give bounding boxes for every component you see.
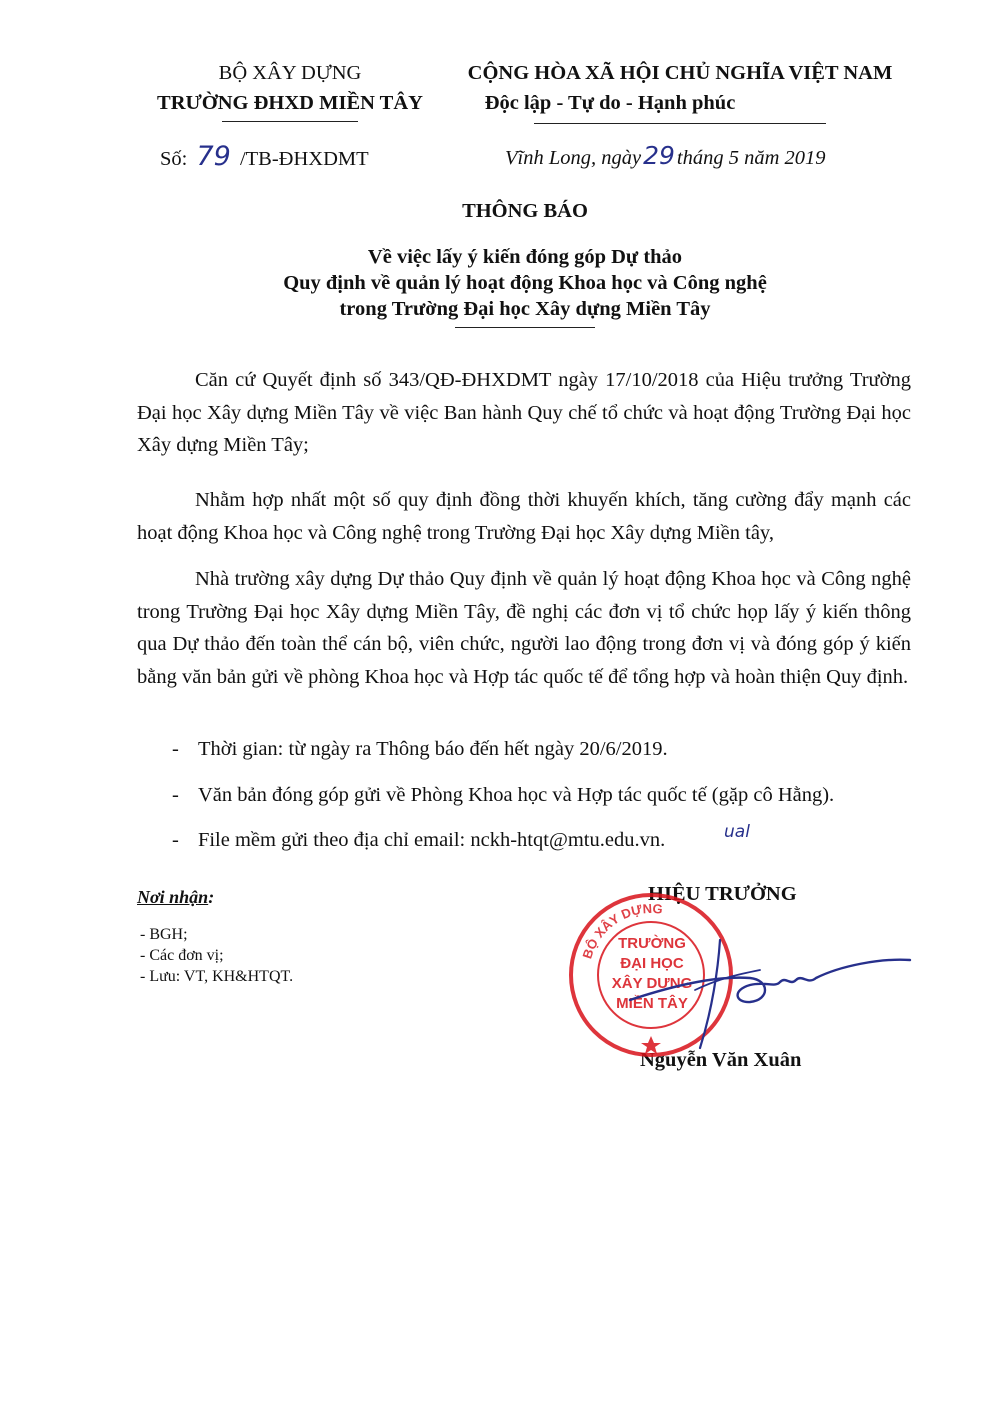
bullet-item: - Văn bản đóng góp gửi về Phòng Khoa học và Hợp tác quốc tế (gặp cô Hằng). [172, 784, 835, 806]
recipients-list [140, 924, 293, 987]
recipient-item: - Các đơn vị; [140, 947, 224, 964]
subject-line-3: trong Trường Đại học Xây dựng Miền Tây [339, 298, 711, 320]
school-underline [222, 121, 358, 122]
bullet-deadline: Thời gian: từ ngày ra Thông báo đến hết ngày 20/6/2019. [197, 738, 668, 760]
bullet-item: - File mềm gửi theo địa chỉ email: nckh-htqt@mtu.edu.vn. [172, 829, 666, 851]
title-underline [455, 327, 595, 328]
bullet-email: File mềm gửi theo địa chỉ email: nckh-htqt@mtu.edu.vn. [197, 829, 666, 851]
date-suffix: tháng 5 năm 2019 [676, 147, 826, 169]
ministry-name: BỘ XÂY DỰNG [218, 62, 362, 84]
handwritten-initials: ual [724, 822, 750, 842]
seal-line: TRƯỜNG [618, 935, 686, 952]
number-prefix: Số: [160, 148, 188, 170]
recipient-item: - Lưu: VT, KH&HTQT. [140, 968, 294, 985]
paragraph-request: Nhà trường xây dựng Dự thảo Quy định về quản lý hoạt động Khoa học và Công nghệ trong Trường Đại học Xây dựng Miền Tây, đề nghị các đơn vị tổ chức họp lấy ý kiến thông qua Dự thảo đến toàn thể cán bộ, viên chức, người lao động trong đơn vị và đóng góp ý kiến bằng văn bản gửi về phòng Khoa học và Hợp tác quốc tế để tổng hợp và hoàn thiện Quy định. [137, 568, 911, 688]
number-handwritten: 79 [196, 141, 231, 172]
subject-line-2: Quy định về quản lý hoạt động Khoa học và Công nghệ [283, 272, 767, 294]
date-prefix: Vĩnh Long, ngày [505, 147, 642, 169]
seal-ring-text: BỘ XÂY DỰNG [579, 900, 664, 961]
subject-line-1: Về việc lấy ý kiến đóng góp Dự thảo [367, 246, 683, 268]
recipients-label: Nơi nhận [137, 887, 209, 907]
recipient-item: - BGH; [140, 926, 188, 943]
recipients-heading: Nơi nhận: [137, 887, 215, 907]
bullet-submission: Văn bản đóng góp gửi về Phòng Khoa học và Hợp tác quốc tế (gặp cô Hằng). [197, 784, 835, 806]
signer-title: HIỆU TRƯỞNG [648, 883, 797, 905]
motto: Độc lập - Tự do - Hạnh phúc [484, 92, 736, 114]
handwritten-signature [600, 930, 920, 1060]
seal-line: MIỀN TÂY [616, 995, 688, 1012]
paragraph-legal-basis: Căn cứ Quyết định số 343/QĐ-ĐHXDMT ngày 17/10/2018 của Hiệu trưởng Trường Đại học Xây dựng Miền Tây về việc Ban hành Quy chế tổ chức và hoạt động Trường Đại học Xây dựng Miền Tây; [137, 369, 911, 456]
number-suffix: /TB-ĐHXDMT [239, 148, 369, 170]
seal-line: XÂY DỰNG [611, 975, 693, 992]
school-name: TRƯỜNG ĐHXD MIỀN TÂY [157, 92, 423, 114]
motto-underline [534, 123, 826, 124]
document-date [505, 141, 826, 170]
document-number [160, 141, 369, 172]
country-name: CỘNG HÒA XÃ HỘI CHỦ NGHĨA VIỆT NAM [467, 62, 893, 84]
signer-name: Nguyễn Văn Xuân [640, 1049, 802, 1071]
document-title: THÔNG BÁO [462, 200, 588, 222]
bullet-item: - Thời gian: từ ngày ra Thông báo đến hết ngày 20/6/2019. [172, 738, 668, 760]
seal-line: ĐẠI HỌC [620, 955, 684, 972]
paragraph-purpose: Nhằm hợp nhất một số quy định đồng thời khuyến khích, tăng cường đẩy mạnh các hoạt động Khoa học và Công nghệ trong Trường Đại học Xây dựng Miền tây, [137, 489, 911, 544]
date-day-handwritten: 29 [643, 141, 675, 170]
